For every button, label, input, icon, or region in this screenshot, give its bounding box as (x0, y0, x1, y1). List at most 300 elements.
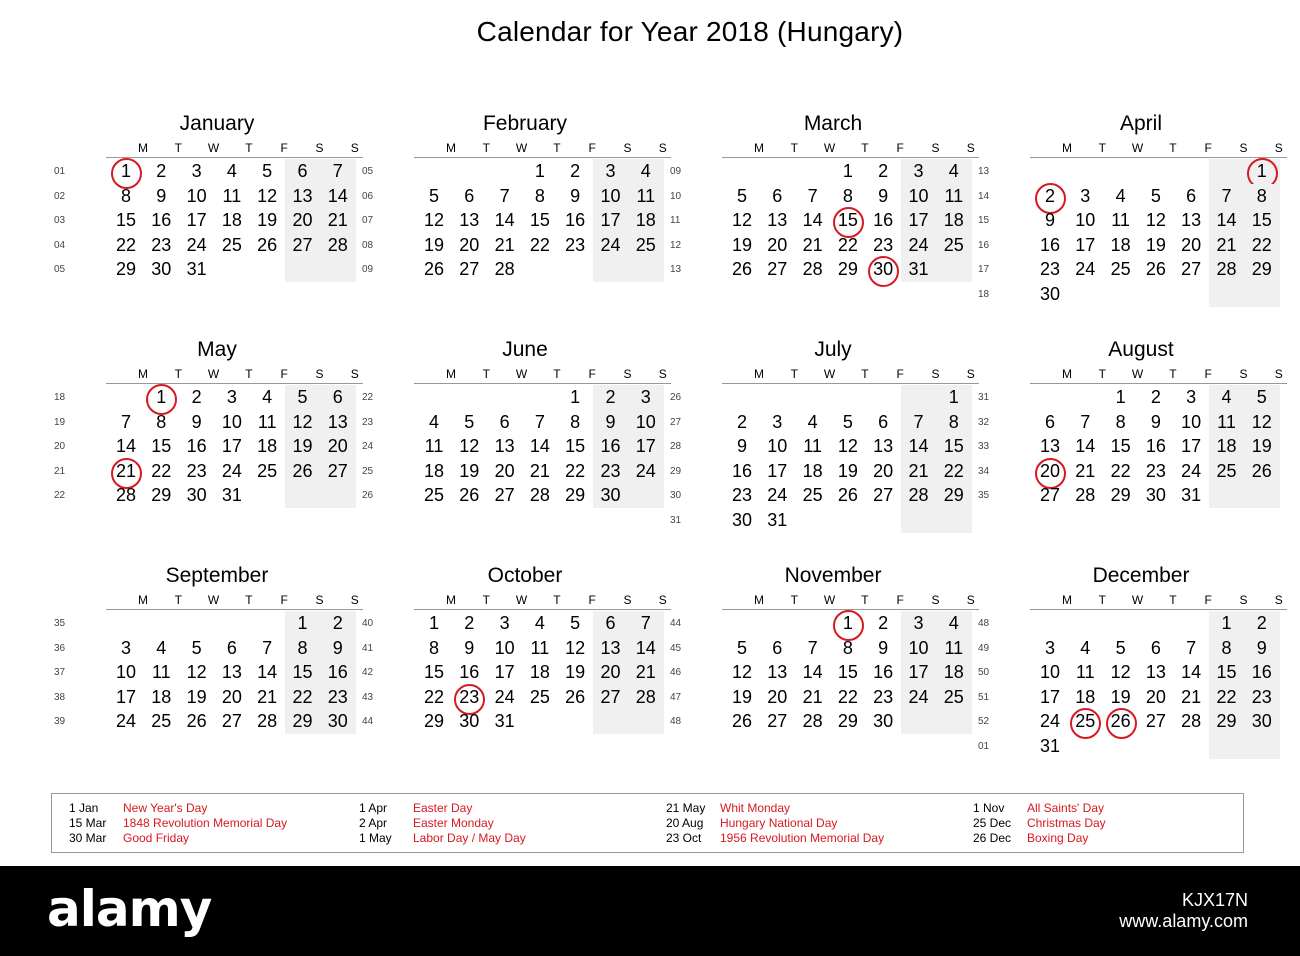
day-cell: 10 (1181, 411, 1202, 432)
day-cell: 7 (534, 411, 545, 432)
day-cell: 16 (731, 460, 753, 481)
day-cell: 5 (1150, 185, 1161, 206)
day-cell: 30 (151, 259, 172, 280)
empty-day-cell (416, 159, 452, 184)
empty-day-cell (1103, 282, 1139, 307)
day-cell: 6 (1044, 411, 1055, 432)
day-cell: 27 (1145, 711, 1166, 732)
empty-day-cell (1138, 282, 1174, 307)
day-cell: 6 (320, 385, 356, 410)
day-cell: 21 (802, 234, 823, 255)
holiday-day-cell: 1 (143, 385, 179, 410)
day-cell: 22 (285, 685, 321, 710)
week-row (52, 233, 382, 258)
day-cell: 10 (221, 411, 242, 432)
weekday-label: M (754, 367, 764, 381)
day-cell: 5 (1244, 385, 1280, 410)
week-number: 09 (362, 264, 374, 276)
day-cell: 9 (1244, 636, 1280, 661)
empty-day-cell (1244, 734, 1280, 759)
day-cell: 23 (593, 459, 629, 484)
day-cell: 7 (499, 185, 510, 206)
weekday-label: W (823, 141, 836, 155)
day-cell: 14 (529, 436, 550, 457)
empty-day-cell (901, 385, 937, 410)
weekday-label: T (482, 367, 490, 381)
day-cell: 5 (570, 613, 581, 633)
holiday-day-cell: 2 (1032, 184, 1068, 209)
day-cell: 24 (767, 485, 788, 506)
empty-day-cell (865, 385, 901, 410)
day-cell: 1 (1115, 387, 1126, 407)
day-cell: 25 (529, 686, 550, 707)
day-cell: 25 (936, 685, 972, 710)
week-row (360, 410, 690, 435)
week-number: 46 (670, 667, 682, 679)
day-cell: 7 (1186, 637, 1197, 658)
week-number: 06 (362, 190, 374, 202)
day-cell: 25 (936, 233, 972, 258)
day-cell: 14 (1209, 208, 1245, 233)
day-cell: 30 (186, 485, 207, 506)
week-number: 48 (670, 716, 682, 728)
holiday-day-cell: 20 (1032, 459, 1068, 484)
watermark-footer (0, 866, 1300, 956)
day-cell: 5 (1115, 637, 1126, 658)
holiday-name: Good Friday (123, 831, 190, 845)
week-row (668, 434, 998, 459)
day-cell: 29 (565, 485, 586, 506)
empty-day-cell (1138, 611, 1174, 636)
day-cell: 14 (494, 210, 515, 231)
empty-day-cell (1209, 734, 1245, 759)
weekday-label: M (138, 367, 148, 381)
day-cell: 29 (837, 259, 858, 280)
empty-day-cell (487, 385, 523, 410)
empty-day-cell (249, 483, 285, 508)
empty-day-cell (108, 611, 144, 636)
empty-day-cell (1209, 159, 1245, 184)
weekday-label: S (1239, 593, 1248, 607)
day-cell: 10 (767, 436, 788, 457)
day-cell: 10 (1039, 662, 1061, 683)
day-cell: 27 (320, 459, 356, 484)
footer-info (1119, 890, 1248, 932)
day-cell: 31 (1181, 485, 1202, 506)
day-cell: 29 (423, 711, 445, 732)
empty-day-cell (451, 159, 487, 184)
day-cell: 11 (530, 637, 550, 658)
day-cell: 8 (1115, 411, 1126, 432)
weekday-label: F (588, 367, 596, 381)
weekday-label: T (861, 141, 869, 155)
day-cell: 13 (285, 184, 321, 209)
week-number: 40 (362, 618, 374, 629)
week-number: 44 (670, 618, 682, 629)
day-cell: 8 (534, 185, 545, 206)
week-number: 26 (362, 490, 374, 502)
day-cell: 28 (529, 485, 550, 506)
day-cell: 2 (1150, 387, 1161, 407)
weekday-label: T (553, 367, 561, 381)
week-number: 01 (54, 166, 66, 177)
day-cell: 2 (593, 385, 629, 410)
holiday-name: 1956 Revolution Memorial Day (720, 831, 885, 845)
day-cell: 31 (494, 711, 515, 732)
day-cell: 11 (1111, 210, 1130, 231)
empty-day-cell (628, 257, 664, 282)
day-cell: 21 (257, 686, 278, 707)
day-cell: 23 (320, 685, 356, 710)
day-cell: 8 (936, 410, 972, 435)
empty-day-cell (143, 611, 179, 636)
day-cell: 13 (459, 210, 480, 231)
empty-day-cell (628, 483, 664, 508)
day-cell: 24 (186, 234, 207, 255)
day-cell: 16 (593, 434, 629, 459)
week-number: 43 (362, 691, 374, 703)
day-cell: 11 (803, 436, 822, 457)
weekday-label: W (515, 367, 528, 381)
day-cell: 25 (1209, 459, 1245, 484)
day-cell: 31 (1039, 736, 1061, 756)
day-cell: 11 (936, 184, 972, 209)
empty-day-cell (522, 385, 558, 410)
day-cell: 26 (423, 259, 445, 280)
day-cell: 15 (837, 662, 858, 683)
weekday-label: T (861, 593, 869, 607)
empty-day-cell (249, 611, 285, 636)
day-cell: 7 (901, 410, 937, 435)
day-cell: 11 (936, 636, 972, 661)
day-cell: 18 (1110, 234, 1131, 255)
weekday-label: F (588, 141, 596, 155)
weekday-label: T (790, 367, 798, 381)
day-cell: 29 (1209, 709, 1245, 734)
holiday-name: Easter Day (413, 801, 473, 815)
day-cell: 8 (156, 411, 167, 432)
day-cell: 9 (191, 411, 202, 432)
week-row (52, 159, 382, 184)
weekday-label: F (280, 593, 288, 607)
holiday-date: 30 Mar (69, 831, 107, 845)
day-cell: 14 (257, 662, 278, 683)
week-row (976, 434, 1300, 459)
weekday-label: T (482, 141, 490, 155)
day-cell: 27 (285, 233, 321, 258)
day-cell: 14 (628, 636, 664, 661)
empty-day-cell (1173, 734, 1209, 759)
week-number: 44 (362, 716, 374, 728)
day-cell: 28 (320, 233, 356, 258)
holiday-date: 20 Aug (666, 816, 704, 830)
week-number: 01 (978, 741, 990, 752)
header-divider (106, 609, 363, 610)
day-cell: 12 (731, 662, 753, 683)
day-cell: 22 (151, 460, 172, 481)
day-cell: 12 (285, 410, 321, 435)
day-cell: 24 (221, 460, 242, 481)
day-cell: 14 (802, 210, 823, 231)
day-cell: 17 (186, 210, 207, 231)
day-cell: 11 (424, 436, 444, 457)
day-cell: 19 (731, 234, 753, 255)
day-cell: 23 (565, 234, 586, 255)
day-cell: 17 (1181, 436, 1202, 457)
day-cell: 28 (901, 483, 937, 508)
day-cell: 20 (285, 208, 321, 233)
week-number: 47 (670, 691, 682, 703)
day-cell: 11 (257, 411, 277, 432)
holiday-date: 2 Apr (359, 816, 388, 830)
week-number: 24 (362, 441, 374, 453)
day-cell: 8 (1244, 184, 1280, 209)
week-number: 19 (54, 416, 66, 428)
weekday-label: S (1274, 367, 1283, 381)
day-cell: 30 (320, 709, 356, 734)
day-cell: 4 (262, 387, 273, 407)
weekday-label: S (1274, 141, 1283, 155)
day-cell: 13 (1039, 436, 1061, 457)
day-cell: 17 (901, 208, 937, 233)
day-cell: 6 (464, 185, 475, 206)
day-cell: 28 (257, 711, 278, 732)
empty-day-cell (1138, 159, 1174, 184)
weekday-label: M (446, 367, 456, 381)
day-cell: 20 (459, 234, 480, 255)
day-cell: 26 (837, 485, 858, 506)
week-row (668, 660, 998, 685)
week-row (668, 508, 998, 533)
day-cell: 23 (186, 460, 207, 481)
week-row (360, 483, 690, 508)
holiday-date: 15 Mar (69, 816, 107, 830)
week-number: 30 (670, 490, 682, 502)
day-cell: 18 (151, 686, 172, 707)
week-row (360, 685, 690, 710)
weekday-label: S (1274, 593, 1283, 607)
day-cell: 26 (731, 259, 753, 280)
holiday-date: 21 May (666, 801, 706, 815)
day-cell: 28 (802, 259, 823, 280)
day-cell: 4 (156, 637, 167, 658)
week-row (52, 184, 382, 209)
week-number: 23 (362, 416, 374, 428)
day-cell: 20 (593, 660, 629, 685)
day-cell: 10 (901, 184, 937, 209)
empty-day-cell (108, 385, 144, 410)
empty-day-cell (1067, 282, 1103, 307)
day-cell: 8 (1209, 636, 1245, 661)
day-cell: 19 (565, 662, 586, 683)
day-cell: 15 (565, 436, 586, 457)
weekday-label: W (207, 593, 220, 607)
day-cell: 30 (593, 483, 629, 508)
day-cell: 23 (731, 485, 753, 506)
week-row (52, 611, 382, 636)
day-cell: 14 (115, 436, 137, 457)
day-cell: 13 (593, 636, 629, 661)
day-cell: 24 (115, 711, 137, 732)
day-cell: 30 (1039, 284, 1061, 304)
day-cell: 3 (901, 611, 937, 636)
holiday-name: New Year's Day (123, 801, 208, 815)
weekday-label: M (446, 593, 456, 607)
page-title: Calendar for Year 2018 (Hungary) (476, 16, 904, 47)
day-cell: 25 (221, 234, 242, 255)
day-cell: 10 (1075, 210, 1096, 231)
day-cell: 12 (423, 210, 445, 231)
week-number: 13 (978, 166, 990, 177)
day-cell: 6 (772, 637, 783, 658)
month-name: June (502, 338, 548, 361)
day-cell: 11 (151, 662, 171, 683)
day-cell: 11 (628, 184, 664, 209)
week-number: 16 (978, 239, 990, 251)
day-cell: 1 (570, 387, 581, 407)
day-cell: 25 (802, 485, 823, 506)
week-row (360, 636, 690, 661)
month-name: March (803, 112, 863, 135)
empty-day-cell (487, 159, 523, 184)
empty-day-cell (557, 257, 593, 282)
week-row (52, 459, 382, 484)
day-cell: 19 (837, 460, 858, 481)
day-cell: 3 (499, 613, 510, 633)
day-cell: 28 (628, 685, 664, 710)
holiday-day-cell: 26 (1103, 709, 1139, 734)
day-cell: 28 (1209, 257, 1245, 282)
month-name: February (482, 112, 568, 135)
day-cell: 29 (1244, 257, 1280, 282)
week-row (360, 208, 690, 233)
weekday-label: T (1098, 141, 1106, 155)
weekday-label: S (350, 141, 359, 155)
week-row (52, 685, 382, 710)
week-number: 28 (670, 441, 682, 453)
day-cell: 13 (494, 436, 515, 457)
empty-day-cell (1209, 282, 1245, 307)
header-divider (414, 609, 671, 610)
day-cell: 3 (226, 387, 237, 407)
day-cell: 30 (1145, 485, 1166, 506)
day-cell: 30 (731, 510, 753, 530)
day-cell: 18 (628, 208, 664, 233)
empty-day-cell (1209, 483, 1245, 508)
week-row (52, 434, 382, 459)
empty-day-cell (1244, 483, 1280, 508)
day-cell: 21 (320, 208, 356, 233)
day-cell: 10 (186, 185, 207, 206)
day-cell: 4 (428, 411, 439, 432)
week-row (668, 159, 998, 184)
day-cell: 4 (936, 159, 972, 184)
day-cell: 20 (494, 460, 515, 481)
day-cell: 19 (423, 234, 445, 255)
week-number: 32 (978, 416, 990, 428)
week-row (668, 184, 998, 209)
empty-day-cell (249, 257, 285, 282)
week-row (52, 385, 382, 410)
day-cell: 31 (901, 257, 937, 282)
day-cell: 31 (186, 259, 207, 280)
day-cell: 17 (494, 662, 515, 683)
day-cell: 27 (459, 259, 480, 280)
holiday-name: Boxing Day (1027, 831, 1089, 845)
day-cell: 10 (628, 410, 664, 435)
day-cell: 26 (731, 711, 753, 732)
empty-day-cell (936, 508, 972, 533)
day-cell: 21 (494, 234, 515, 255)
week-row (360, 257, 690, 282)
weekday-label: M (446, 141, 456, 155)
day-cell: 26 (459, 485, 480, 506)
day-cell: 14 (901, 434, 937, 459)
day-cell: 7 (262, 637, 273, 658)
day-cell: 24 (593, 233, 629, 258)
weekday-label: F (1204, 593, 1212, 607)
holiday-name: Labor Day / May Day (413, 831, 526, 845)
day-cell: 23 (873, 234, 894, 255)
day-cell: 13 (1181, 210, 1202, 231)
weekday-label: W (1131, 593, 1144, 607)
day-cell: 19 (1244, 434, 1280, 459)
week-row (360, 660, 690, 685)
day-cell: 10 (901, 636, 937, 661)
day-cell: 26 (565, 686, 586, 707)
day-cell: 28 (802, 711, 823, 732)
day-cell: 27 (221, 711, 242, 732)
weekday-label: W (1131, 141, 1144, 155)
empty-day-cell (1173, 159, 1209, 184)
day-cell: 20 (873, 460, 894, 481)
week-number: 37 (54, 667, 66, 679)
week-number: 07 (362, 215, 374, 227)
empty-day-cell (759, 385, 795, 410)
day-cell: 18 (802, 460, 823, 481)
header-divider (1030, 383, 1287, 384)
day-cell: 6 (878, 411, 889, 432)
weekday-label: M (1062, 593, 1072, 607)
day-cell: 3 (772, 411, 783, 432)
holiday-day-cell: 1 (108, 159, 144, 184)
empty-day-cell (901, 508, 937, 533)
day-cell: 16 (186, 436, 207, 457)
day-cell: 12 (459, 436, 480, 457)
weekday-label: S (350, 593, 359, 607)
empty-day-cell (522, 257, 558, 282)
weekday-label: W (1131, 367, 1144, 381)
day-cell: 19 (257, 210, 278, 231)
day-cell: 4 (807, 411, 818, 432)
weekday-label: F (1204, 141, 1212, 155)
week-row (976, 159, 1300, 184)
day-cell: 5 (191, 637, 202, 658)
empty-day-cell (1103, 734, 1139, 759)
weekday-label: S (350, 367, 359, 381)
day-cell: 4 (534, 613, 545, 633)
holiday-date: 25 Dec (973, 816, 1012, 830)
month-name: August (1108, 338, 1174, 361)
empty-day-cell (628, 709, 664, 734)
weekday-label: T (174, 593, 182, 607)
day-cell: 18 (257, 436, 278, 457)
day-cell: 28 (494, 259, 515, 280)
day-cell: 19 (1145, 234, 1166, 255)
week-number: 22 (362, 392, 374, 403)
day-cell: 3 (901, 159, 937, 184)
weekday-label: T (1169, 593, 1177, 607)
